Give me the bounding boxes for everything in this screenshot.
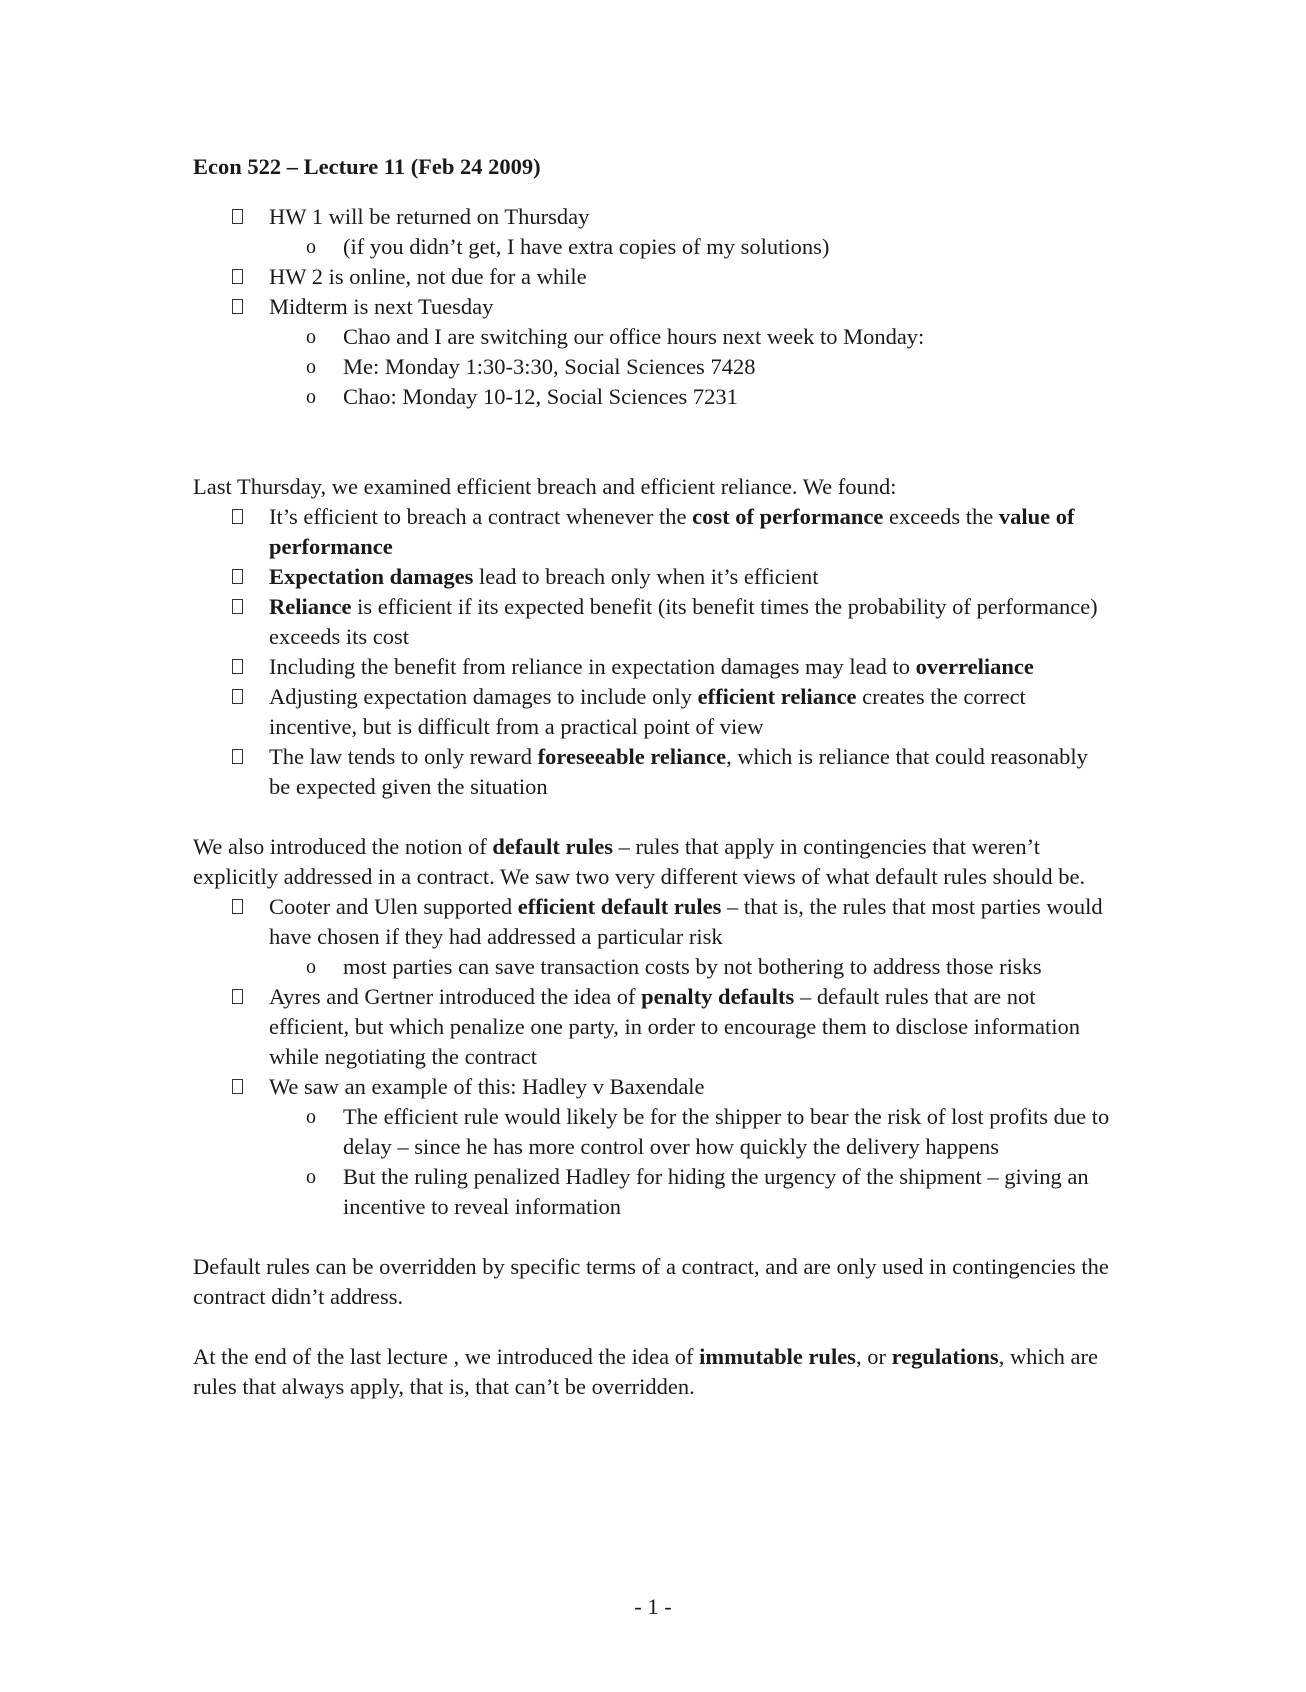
bullet-item xyxy=(232,202,1113,262)
sub-bullet-item xyxy=(306,952,1113,982)
sub-bullet-text: Me: Monday 1:30-3:30, Social Sciences 7428 xyxy=(343,354,756,379)
circle-bullet-icon: o xyxy=(306,356,316,378)
immutable-rules-paragraph xyxy=(193,1342,1113,1402)
bold-term: Reliance xyxy=(269,594,352,619)
bullet-item xyxy=(232,262,1113,292)
bullet-item xyxy=(232,982,1113,1072)
bold-term: cost of performance xyxy=(692,504,884,529)
text-run: , which are rules that always apply, that is, that can’t be overridden. xyxy=(193,1344,1099,1399)
bullet-item xyxy=(232,592,1113,652)
text-run: It’s efficient to breach a contract whenever the xyxy=(269,504,693,529)
bullet-item xyxy=(232,292,1113,412)
sub-bullet-item xyxy=(306,1162,1113,1222)
bullet-box-icon xyxy=(232,989,243,1004)
bold-term: foreseeable reliance xyxy=(537,744,727,769)
circle-bullet-icon: o xyxy=(306,326,316,348)
document-page xyxy=(193,152,1113,1402)
bold-term: overreliance xyxy=(915,654,1034,679)
bullet-item xyxy=(232,652,1113,682)
text-run: lead to breach only when it’s efficient xyxy=(473,564,819,589)
sub-bullet-item xyxy=(306,322,1113,352)
text-run: Ayres and Gertner introduced the idea of xyxy=(269,984,642,1009)
text-run: – that is, the rules that most parties would have chosen if they had addressed a particular risk xyxy=(269,894,1103,949)
bullet-box-icon xyxy=(232,569,243,584)
text-run: , which is reliance that could reasonably be expected given the situation xyxy=(269,744,1088,799)
bold-term: value of performance xyxy=(269,504,1075,559)
bullet-box-icon xyxy=(232,509,243,524)
bullet-box-icon xyxy=(232,659,243,674)
bullet-box-icon xyxy=(232,599,243,614)
default-rules-list xyxy=(193,892,1113,1222)
sub-bullet-text: Chao: Monday 10-12, Social Sciences 7231 xyxy=(343,384,738,409)
bullet-box-icon xyxy=(232,689,243,704)
text-run: At the end of the last lecture , we introduced the idea of xyxy=(193,1344,700,1369)
bullet-box-icon xyxy=(232,749,243,764)
sub-bullet-item xyxy=(306,232,1113,262)
bullet-item xyxy=(232,1072,1113,1222)
bold-term: efficient default rules xyxy=(517,894,722,919)
bullet-item xyxy=(232,892,1113,982)
text-run: Adjusting expectation damages to include only xyxy=(269,684,698,709)
recap-intro: Last Thursday, we examined efficient breach and efficient reliance. We found: xyxy=(193,474,897,499)
text-run: The law tends to only reward xyxy=(269,744,538,769)
circle-bullet-icon: o xyxy=(306,956,316,978)
bold-term: regulations xyxy=(891,1344,999,1369)
bullet-item xyxy=(232,502,1113,562)
sub-bullet-text: But the ruling penalized Hadley for hiding the urgency of the shipment – giving an incentive to reveal information xyxy=(343,1164,1089,1219)
default-rules-intro xyxy=(193,832,1113,892)
circle-bullet-icon: o xyxy=(306,236,316,258)
override-paragraph: Default rules can be overridden by specific terms of a contract, and are only used in contingencies the contract didn’t address. xyxy=(193,1254,1109,1309)
text-run: exceeds the xyxy=(883,504,999,529)
sub-bullet-text: The efficient rule would likely be for the shipper to bear the risk of lost profits due to delay – since he has more control over how quickly the delivery happens xyxy=(343,1104,1110,1159)
bullet-item xyxy=(232,682,1113,742)
bullet-text: HW 2 is online, not due for a while xyxy=(269,264,587,289)
sub-bullet-item xyxy=(306,1102,1113,1162)
sub-bullet-text: most parties can save transaction costs by not bothering to address those risks xyxy=(343,954,1042,979)
page-number: - 1 - xyxy=(634,1594,672,1619)
bold-term: penalty defaults xyxy=(641,984,795,1009)
sub-bullet-item xyxy=(306,352,1113,382)
sub-bullet-item xyxy=(306,382,1113,412)
bullet-text: Midterm is next Tuesday xyxy=(269,294,494,319)
bullet-box-icon xyxy=(232,269,243,284)
bullet-text: HW 1 will be returned on Thursday xyxy=(269,204,590,229)
circle-bullet-icon: o xyxy=(306,386,316,408)
sub-list xyxy=(269,1102,1113,1222)
announcements-list xyxy=(193,202,1113,412)
text-run: Including the benefit from reliance in expectation damages may lead to xyxy=(269,654,916,679)
text-run: We saw an example of this: Hadley v Baxendale xyxy=(269,1074,705,1099)
bold-term: efficient reliance xyxy=(697,684,857,709)
bullet-box-icon xyxy=(232,899,243,914)
bold-term: Expectation damages xyxy=(269,564,474,589)
text-run: – rules that apply in contingencies that weren’t explicitly addressed in a contract. We saw two very different views of what default rules should be. xyxy=(193,834,1086,889)
text-run: Cooter and Ulen supported xyxy=(269,894,518,919)
text-run: We also introduced the notion of xyxy=(193,834,493,859)
sub-list xyxy=(269,232,1113,262)
sub-list xyxy=(269,952,1113,982)
sub-bullet-text: Chao and I are switching our office hours next week to Monday: xyxy=(343,324,925,349)
text-run: is efficient if its expected benefit (its benefit times the probability of performance) exceeds its cost xyxy=(269,594,1098,649)
text-run: – default rules that are not efficient, but which penalize one party, in order to encourage them to disclose information while negotiating the contract xyxy=(269,984,1080,1069)
sub-bullet-text: (if you didn’t get, I have extra copies of my solutions) xyxy=(343,234,830,259)
recap-list xyxy=(193,502,1113,802)
bullet-box-icon xyxy=(232,1079,243,1094)
bullet-box-icon xyxy=(232,209,243,224)
circle-bullet-icon: o xyxy=(306,1106,316,1128)
lecture-title: Econ 522 – Lecture 11 (Feb 24 2009) xyxy=(193,154,541,179)
bold-term: default rules xyxy=(492,834,613,859)
bullet-item xyxy=(232,562,1113,592)
bullet-item xyxy=(232,742,1113,802)
bullet-box-icon xyxy=(232,299,243,314)
text-run: , or xyxy=(855,1344,892,1369)
bold-term: immutable rules xyxy=(699,1344,856,1369)
circle-bullet-icon: o xyxy=(306,1166,316,1188)
sub-list xyxy=(269,322,1113,412)
text-run: creates the correct incentive, but is difficult from a practical point of view xyxy=(269,684,1026,739)
